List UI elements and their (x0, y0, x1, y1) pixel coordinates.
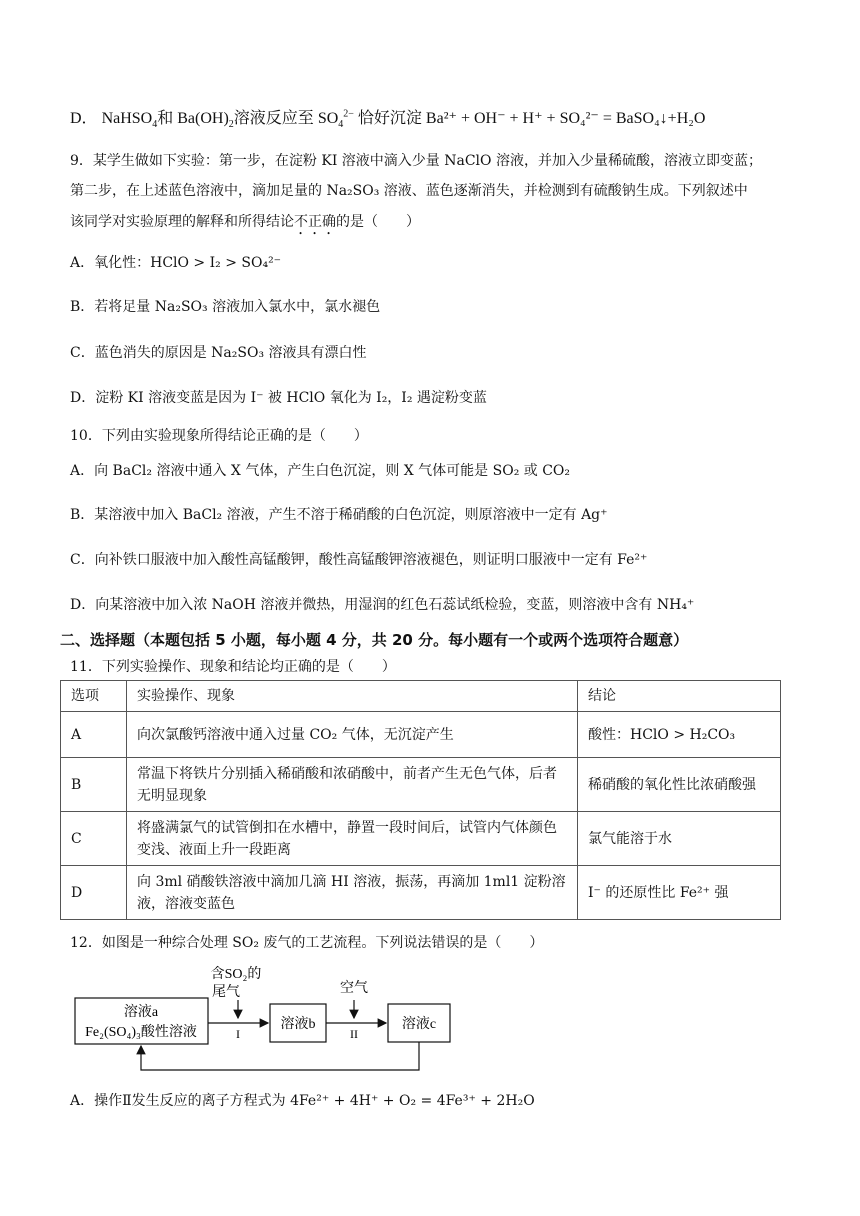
box-c-label: 溶液c (401, 1017, 437, 1032)
q10-option-d: D．向某溶液中加入浓 NaOH 溶液并微热，用湿润的红色石蕊试纸检验，变蓝，则溶液中含有 NH₄⁺ (70, 597, 695, 613)
formula-sub: 2 (228, 119, 234, 131)
row-operation: 向 3ml 硝酸铁溶液中滴加几滴 HI 溶液，振荡，再滴加 1ml1 淀粉溶液，溶液变蓝色 (127, 866, 578, 920)
q10-option-b: B．某溶液中加入 BaCl₂ 溶液，产生不溶于稀硝酸的白色沉淀，则原溶液中一定有 Ag⁺ (70, 507, 608, 523)
row-option: C (61, 812, 127, 866)
row-conclusion: 氯气能溶于水 (578, 812, 781, 866)
table-row (61, 866, 781, 920)
box-a-line2: Fe₂(SO₄)₃酸性溶液 (85, 1025, 197, 1040)
table-row (61, 758, 781, 812)
formula-text: NaHSO (101, 110, 153, 127)
q10-option-a: A．向 BaCl₂ 溶液中通入 X 气体，产生白色沉淀，则 X 气体可能是 SO₂ 或 CO₂ (70, 463, 571, 479)
text: 溶液反应至 (233, 110, 314, 127)
q10-stem: 10．下列由实验现象所得结论正确的是（ ） (70, 428, 368, 444)
row-operation: 将盛满氯气的试管倒扣在水槽中，静置一段时间后，试管内气体颜色变浅、液面上升一段距离 (127, 812, 578, 866)
row-operation: 向次氯酸钙溶液中通入过量 CO₂ 气体，无沉淀产生 (127, 712, 578, 758)
q9-option-c: C．蓝色消失的原因是 Na₂SO₃ 溶液具有漂白性 (70, 345, 367, 361)
section-heading: 二、选择题（本题包括 5 小题，每小题 4 分，共 20 分。每小题有一个或两个选项符合题意） (60, 631, 689, 649)
table-header-row (61, 681, 781, 712)
row-option: D (61, 866, 127, 920)
box-a-line1: 溶液a (123, 1005, 159, 1020)
row-operation: 常温下将铁片分别插入稀硝酸和浓硝酸中，前者产生无色气体，后者无明显现象 (127, 758, 578, 812)
table-row (61, 812, 781, 866)
q9-stem-line2: 第二步，在上述蓝色溶液中，滴加足量的 Na₂SO₃ 溶液、蓝色逐渐消失，并检测到有硫酸钠生成。下列叙述中 (70, 183, 748, 199)
formula-sub: 4 (338, 119, 344, 131)
row-conclusion: I⁻ 的还原性比 Fe²⁺ 强 (578, 866, 781, 920)
input1-label-line2: 尾气 (212, 985, 240, 1000)
formula-text: Ba(OH) (177, 110, 229, 127)
q9-option-a: A．氧化性：HClO > I₂ > SO₄²⁻ (70, 255, 282, 271)
emphasis-text: 不正确 (294, 214, 336, 230)
q9-stem-line3 (70, 211, 420, 238)
input2-label: 空气 (340, 981, 368, 996)
equation: Ba²⁺ + OH⁻ + H⁺ + SO₄²⁻ = BaSO₄↓+H₂O (425, 110, 706, 127)
option-letter: D． (70, 110, 98, 127)
header-conclusion: 结论 (578, 681, 781, 712)
text: 的是（ ） (336, 214, 420, 230)
row-option: B (61, 758, 127, 812)
q9-option-d: D．淀粉 KI 溶液变蓝是因为 I⁻ 被 HClO 氧化为 I₂，I₂ 遇淀粉变蓝 (70, 390, 487, 406)
header-option: 选项 (61, 681, 127, 712)
table-row (61, 712, 781, 758)
q9-stem-line1: 9．某学生做如下实验：第一步，在淀粉 KI 溶液中滴入少量 NaClO 溶液，并加入少量稀硫酸，溶液立即变蓝； (70, 153, 762, 169)
formula-sub: 4 (152, 119, 158, 131)
q12-option-a: A．操作Ⅱ发生反应的离子方程式为 4Fe²⁺ + 4H⁺ + O₂ = 4Fe³⁺ + 2H₂O (70, 1093, 535, 1109)
header-operation: 实验操作、现象 (127, 681, 578, 712)
q11-table (60, 680, 781, 920)
text: 恰好沉淀 (357, 110, 422, 127)
q8-option-d (70, 105, 705, 130)
return-arrow-c-to-a (141, 1042, 419, 1070)
q9-option-b: B．若将足量 Na₂SO₃ 溶液加入氯水中，氯水褪色 (70, 299, 381, 315)
row-conclusion: 酸性：HClO > H₂CO₃ (578, 712, 781, 758)
text: 和 (157, 110, 174, 127)
q10-option-c: C．向补铁口服液中加入酸性高锰酸钾，酸性高锰酸钾溶液褪色，则证明口服液中一定有 Fe²⁺ (70, 552, 648, 568)
step1-label: I (236, 1027, 240, 1041)
row-conclusion: 稀硝酸的氧化性比浓硝酸强 (578, 758, 781, 812)
box-b-label: 溶液b (280, 1017, 316, 1032)
formula-sup: 2− (343, 108, 354, 120)
process-flow-diagram (60, 960, 560, 1080)
input1-label-line1: 含SO₂的 (210, 967, 262, 982)
q11-stem: 11．下列实验操作、现象和结论均正确的是（ ） (70, 659, 396, 675)
step2-label: II (350, 1027, 358, 1041)
row-option: A (61, 712, 127, 758)
q12-stem: 12．如图是一种综合处理 SO₂ 废气的工艺流程。下列说法错误的是（ ） (70, 935, 544, 951)
formula-text: SO (317, 110, 339, 127)
text: 该同学对实验原理的解释和所得结论 (70, 214, 294, 230)
